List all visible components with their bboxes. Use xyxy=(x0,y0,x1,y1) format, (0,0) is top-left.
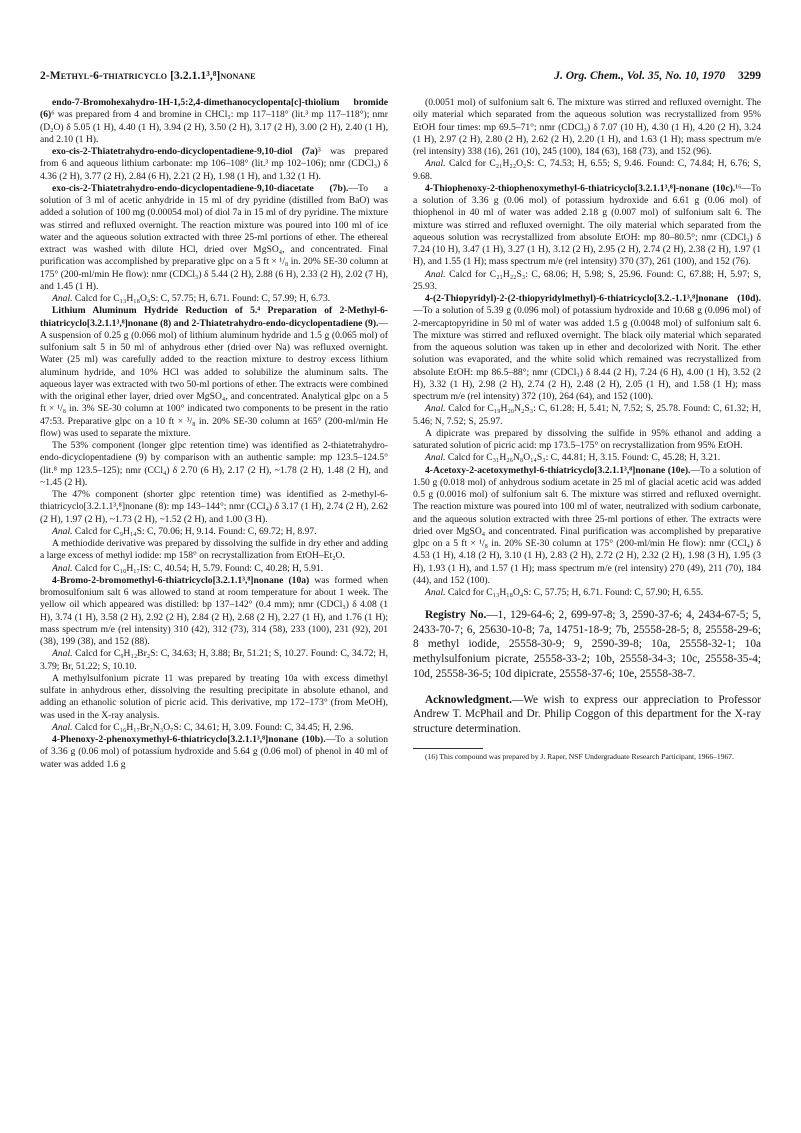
paragraph-text: Calcd for C₁₃H₁₈O₄S: C, 57.75; H, 6.71. Found: C, 57.99; H, 6.73. xyxy=(72,293,331,304)
paragraph-text: ³ was prepared from 6 and aqueous lithium carbonate: mp 106–108° (lit.³ mp 102–106); nmr (CDCl₃) δ 4.36 (2 H), 3.77 (2 H), 2.84 (6 H), 2.21 (2 H), 1.98 (1 H), and 1.32 (1 H). xyxy=(40,146,388,182)
journal-citation: J. Org. Chem., Vol. 35, No. 10, 1970 xyxy=(554,70,726,82)
paragraph-text: A methiodide derivative was prepared by dissolving the sulfide in dry ether and adding a large excess of methyl iodide: mp 158° on recrystallization from EtOH–Et₂O. xyxy=(40,538,388,562)
paragraph xyxy=(40,305,388,440)
paragraph xyxy=(413,293,761,403)
paragraph-lead: Anal. xyxy=(52,721,73,733)
paragraph xyxy=(40,440,388,489)
paragraph xyxy=(413,587,761,599)
paragraph xyxy=(40,146,388,183)
footnote-rule xyxy=(413,748,483,749)
paragraph xyxy=(40,489,388,526)
paragraph-lead: 4-Phenoxy-2-phenoxymethyl-6-thiatricyclo[3.2.1.1³,⁸]nonane (10b). xyxy=(52,734,326,745)
paragraph-lead: 4-Acetoxy-2-acetoxymethyl-6-thiatricyclo[3.2.1.1³,⁸]nonane (10e). xyxy=(425,464,691,476)
registry-numbers xyxy=(413,608,761,681)
paragraph-text: A methylsulfonium picrate 11 was prepared by treating 10a with excess dimethyl sulfate in anhydrous ether, dissolving the resulting precipitate in absolute ethanol, and adding an ethanolic solution of picric acid. This derivative, mp 172–173° (from MeOH), was used in the X-ray analysis. xyxy=(40,672,388,721)
paragraph-lead: Anal. xyxy=(425,158,446,170)
paragraph xyxy=(40,648,388,673)
paragraph-lead: exo-cis-2-Thiatetrahydro-endo-dicyclopentadiene-9,10-diol (7a) xyxy=(52,146,318,157)
paragraph-lead: 4-(2-Thiopyridyl)-2-(2-thiopyridylmethyl)-6-thiatricyclo[3.2.-1.1³,⁸]nonane (10d). xyxy=(425,293,761,304)
paragraph-text: Calcd for C₉H₁₂Br₂S: C, 34.63; H, 3.88; Br, 51.21; S, 10.27. Found: C, 34.72; H, 3.79; Br, 51.22; S, 10.10. xyxy=(40,648,388,672)
paragraph-text: —To a solution of 3.36 g (0.06 mol) of potassium hydroxide and 5.64 g (0.06 mol) of phenol in 40 ml of water was added 1.6 g xyxy=(40,734,388,770)
paragraph-text: Calcd for C₂₁H₂₂S₃: C, 68.06; H, 5.98; S, 25.96. Found: C, 67.88; H, 5.97; S, 25.93. xyxy=(413,268,761,292)
paragraph-text: —To a solution of 1.50 g (0.018 mol) of anhydrous sodium acetate in 25 ml of glacial acetic acid was added 0.5 g (0.0016 mol) of sulfonium salt 6. The mixture was stirred and refluxed overnight. The reaction mixture was poured into 100 ml of water, neutralized with sodium carbonate, and the aqueous solution extracted with three 25-ml portions of ether. The extracts were dried over MgSO₄ and concentrated. Final purification was accomplished by preparative glpc on a 5 ft × ¹/₈ in. 20% SE-30 column at 175° (200-ml/min He flow): nmr (CCl₄) δ 4.53 (1 H), 4.18 (2 H), 3.10 (1 H), 2.83 (2 H), 2.72 (2 H), 2.32 (2 H), 1.98 (3 H), 1.95 (3 H), 1.93 (1 H), and 1.57 (1 H); mass spectrum m/e (rel intensity) 270 (49), 211 (70), 184 (44), and 152 (100). xyxy=(413,464,761,586)
paragraph xyxy=(413,183,761,269)
registry-lead: Registry No. xyxy=(425,609,487,622)
paragraph xyxy=(413,97,761,158)
paragraph-text: Calcd for C₂₁H₂₂O₂S: C, 74.53; H, 6.55; S, 9.46. Found: C, 74.84; H, 6.76; S, 9.68. xyxy=(413,158,761,182)
paragraph xyxy=(413,428,761,453)
paragraph-lead: exo-cis-2-Thiatetrahydro-endo-dicyclopentadiene-9,10-diacetate (7b). xyxy=(52,182,349,194)
paragraph-lead: Anal. xyxy=(52,648,73,660)
paragraph-text: ¹⁶—To a solution of 3.36 g (0.06 mol) of potassium hydroxide and 6.61 g (0.06 mol) of thiophenol in 40 ml of water was added 2.18 g (0.007 mol) of sulfonium salt 6. The mixture was stirred and refluxed overnight. The oily material which separated from the aqueous solution was recrystallized from absolute EtOH: mp 80–80.5°; nmr (CDCl₃) δ 7.24 (10 H), 3.47 (1 H), 3.27 (1 H), 3.12 (2 H), 2.95 (2 H), 2.74 (2 H), 2.38 (2 H), 1.97 (1 H), and 1.55 (1 H); mass spectrum m/e (rel intensity) 370 (37), 261 (100), and 152 (76). xyxy=(413,182,761,268)
paragraph-text: The 53% component (longer glpc retention time) was identified as 2-thiatetrahydro-endo-dicyclopentadiene (9) by comparison with an authentic sample: mp 123.5–124.5° (lit.⁸ mp 123.5–125); nmr (CCl₄) δ 2.70 (6 H), 2.17 (2 H), ~1.78 (2 H), 1.48 (2 H), and ~1.45 (2 H). xyxy=(40,440,388,488)
paragraph xyxy=(413,269,761,294)
right-column-paragraphs xyxy=(413,97,761,599)
registry-text: —1, 129-64-6; 2, 699-97-8; 3, 2590-37-6; 4, 2434-67-5; 5, 2433-70-7; 6, 25630-10-8; 7a, 14751-18-9; 7b, 25558-28-5; 8, 25558-29-6; 8 methyl iodide, 25558-30-9; 9, 2590-39-8; 10a, 25558-32-1; 10a methylsulfonium picrate, 25558-33-2; 10b, 25558-34-3; 10c, 25558-35-4; 10d, 25558-36-5; 10d dipicrate, 25558-37-6; 10e, 25558-38-7. xyxy=(413,609,761,680)
paragraph-lead: Anal. xyxy=(425,403,446,415)
right-column xyxy=(413,97,761,769)
paragraph-text: —To a solution of 3 ml of acetic anhydride in 15 ml of dry pyridine (distilled from BaO) was added a solution of 100 mg (0.00054 mol) of diol 7a in 15 ml of dry pyridine. The mixture was stirred and refluxed overnight. The reaction mixture was poured into 100 ml of ice water and the aqueous solution extracted with three 25-ml portions of ether. The ethereal extract was washed with dilute HCl, dried over MgSO₄, and concentrated. Final purification was accomplished by preparative glpc on a 5 ft × ¹/₈ in. 20% SE-30 column at 175° (200-ml/min He flow): nmr (CDCl₃) δ 5.44 (2 H), 2.88 (6 H), 2.33 (2 H), 2.02 (7 H), and 1.45 (1 H). xyxy=(40,182,388,292)
paragraph-text: The 47% component (shorter glpc retention time) was identified as 2-methyl-6-thiatricyclo[3.2.1.1³,⁸]nonane (8): mp 143–144°; nmr (CCl₄) δ 3.17 (1 H), 2.74 (2 H), 2.62 (2 H), 1.97 (2 H), ~1.73 (2 H), ~1.52 (2 H), and 1.00 (3 H). xyxy=(40,489,388,525)
running-head-citation xyxy=(554,70,761,82)
paragraph-text: Calcd for C₉H₁₄S: C, 70.06; H, 9.14. Found: C, 69.72; H, 8.97. xyxy=(72,525,317,537)
paragraph xyxy=(40,183,388,293)
paragraph xyxy=(40,575,388,649)
paragraph-text: A dipicrate was prepared by dissolving the sulfide in 95% ethanol and adding a saturated solution of picric acid: mp 173.5–175° on recrystallization from 95% EtOH. xyxy=(413,427,761,451)
paragraph xyxy=(413,158,761,183)
paragraph-text: (0.0051 mol) of sulfonium salt 6. The mixture was stirred and refluxed overnight. The oily material which separated from the aqueous solution was recrystallized from 95% EtOH four times: mp 69.5–71°; nmr (CDCl₃) δ 7.07 (10 H), 4.30 (1 H), 4.20 (2 H), 3.24 (1 H), 2.97 (2 H), 2.80 (2 H), 2.62 (2 H), 2.20 (1 H), and 1.63 (1 H); mass spectrum m/e (rel intensity) 338 (16), 261 (10), 245 (100), 184 (63), 168 (73), and 152 (96). xyxy=(413,97,761,157)
paragraph-text: Calcd for C₃₁H₂₆N₈O₁₄S₃: C, 44.81; H, 3.15. Found: C, 45.28; H, 3.21. xyxy=(445,452,721,464)
paragraph xyxy=(413,452,761,464)
paragraph xyxy=(40,293,388,305)
paragraph-lead: Anal. xyxy=(52,562,73,574)
acknowledgment-text: —We wish to express our appreciation to Professor Andrew T. McPhail and Dr. Philip Coggon of this department for the X-ray structure determination. xyxy=(413,693,761,735)
left-column xyxy=(40,97,388,771)
paragraph-text: Calcd for C₁₉H₂₀N₂S₃: C, 61.28; H, 5.41; N, 7.52; S, 25.78. Found: C, 61.32; H, 5.46; N, 7.52; S, 25.97. xyxy=(413,403,761,427)
paragraph-lead: Anal. xyxy=(425,587,446,598)
running-head-title: 2-Methyl-6-thiatricyclo [3.2.1.1³,⁸]nonane xyxy=(40,70,256,82)
paragraph xyxy=(413,403,761,428)
paragraph-text: —To a solution of 5.39 g (0.096 mol) of potassium hydroxide and 10.68 g (0.096 mol) of 2-mercaptopyridine in 50 ml of water was added 1.5 g (0.0048 mol) of sulfonium salt 6. The mixture was stirred and refluxed overnight. The black oily material which separated from the aqueous solution was taken up in ether and decolorized with Norit. The ether solution was evaporated, and the white solid which remained was recrystallized from absolute EtOH: mp 86.5–88°; nmr (CDCl₃) δ 8.44 (2 H), 7.24 (6 H), 4.00 (1 H), 3.52 (2 H), 3.32 (1 H), 2.98 (2 H), 2.74 (2 H), 2.48 (2 H), 2.05 (1 H), and 1.58 (1 H); mass spectrum m/e (rel intensity) 372 (10), 264 (64), and 152 (100). xyxy=(413,305,761,402)
footnote-16: (16) This compound was prepared by J. Raper, NSF Undergraduate Research Participant, 1966–1967. xyxy=(425,751,734,761)
paragraph xyxy=(40,673,388,722)
paragraph-lead: 4-Thiophenoxy-2-thiophenoxymethyl-6-thiatricyclo[3.2.1.1³,⁸]-nonane (10c). xyxy=(425,182,736,194)
page-number: 3299 xyxy=(738,70,761,82)
paragraph-lead: Anal. xyxy=(425,268,446,280)
paragraph-text: Calcd for C₁₃H₁₈O₄S: C, 57.75; H, 6.71. Found: C, 57.90; H, 6.55. xyxy=(445,587,704,598)
running-head xyxy=(40,70,761,86)
paragraph-text: —A suspension of 0.25 g (0.066 mol) of lithium aluminum hydride and 1.5 g (0.065 mol) of sulfonium salt 5 in 50 ml of anhydrous ether (dried over Na) was refluxed overnight. Water (25 ml) was carefully added to the reaction mixture to destroy excess lithium aluminum hydride, and 10% HCl was added to solubilize the aluminum salts. The aqueous layer was extracted with two 50-ml portions of ether. The extracts were combined with the original ether layer, dried over MgSO₄, and concentrated. Analytical glpc on a 5 ft × ¹/₈ in. 3% SE-30 column at 100° indicated two components to be present in the ratio 47:53. Preparative glpc on a 10 ft × ³/₈ in. 20% SE-30 column at 165° (200-ml/min He flow) was used to separate the mixture. xyxy=(40,317,389,439)
paragraph xyxy=(40,538,388,563)
paragraph xyxy=(413,465,761,588)
paragraph-text: Calcd for C₁₀H₁₇IS: C, 40.54; H, 5.79. Found: C, 40.28; H, 5.91. xyxy=(72,562,324,574)
paragraph-lead: Anal. xyxy=(52,525,73,537)
paragraph xyxy=(40,526,388,538)
paragraph-lead: Lithium Aluminum Hydride Reduction of 5.⁴ Preparation of 2-Methyl-6-thiatricyclo[3.2.1.1³,⁸]nonane (8) and 2-Thiatetrahydro-endo-dicyclopentadiene (9). xyxy=(40,305,388,329)
acknowledgment-lead: Acknowledgment. xyxy=(425,693,512,706)
paragraph-lead: 4-Bromo-2-bromomethyl-6-thiatricyclo[3.2.1.1³,⁸]nonane (10a) xyxy=(52,574,310,586)
paragraph xyxy=(40,97,388,146)
paragraph-lead: Anal. xyxy=(52,293,73,304)
paragraph xyxy=(40,722,388,734)
paragraph xyxy=(40,563,388,575)
paragraph-text: Calcd for C₁₆H₁₇Br₂N₃O₇S: C, 34.61; H, 3.09. Found: C, 34.45; H, 2.96. xyxy=(72,721,354,733)
paragraph-text: ⁶ was prepared from 4 and bromine in CHCl₃: mp 117–118° (lit.³ mp 117–118°); nmr (D₂O) δ 5.05 (1 H), 4.40 (1 H), 3.94 (2 H), 3.50 (2 H), 3.17 (2 H), 3.00 (2 H), 2.40 (1 H), and 2.10 (1 H). xyxy=(40,109,388,145)
paragraph-lead: endo-7-Bromohexahydro-1H-1,5:2,4-dimethanocyclopenta[c]-thiolium bromide (6) xyxy=(40,97,388,121)
paragraph-lead: Anal. xyxy=(425,452,446,464)
acknowledgment xyxy=(413,693,761,737)
paragraph xyxy=(40,734,388,771)
paragraph-text: was formed when bromosulfonium salt 6 was allowed to stand at room temperature for about 1 week. The yellow oil which appeared was distilled: bp 137–142° (0.4 mm); nmr (CDCl₃) δ 4.08 (1 H), 3.74 (1 H), 3.58 (2 H), 2.92 (2 H), 2.84 (2 H), 2.68 (2 H), 2.27 (1 H), and 1.76 (1 H); mass spectrum m/e (rel intensity) 310 (42), 312 (73), 314 (58), 233 (100), 231 (92), 201 (38), 199 (38), and 152 (88). xyxy=(40,574,388,647)
